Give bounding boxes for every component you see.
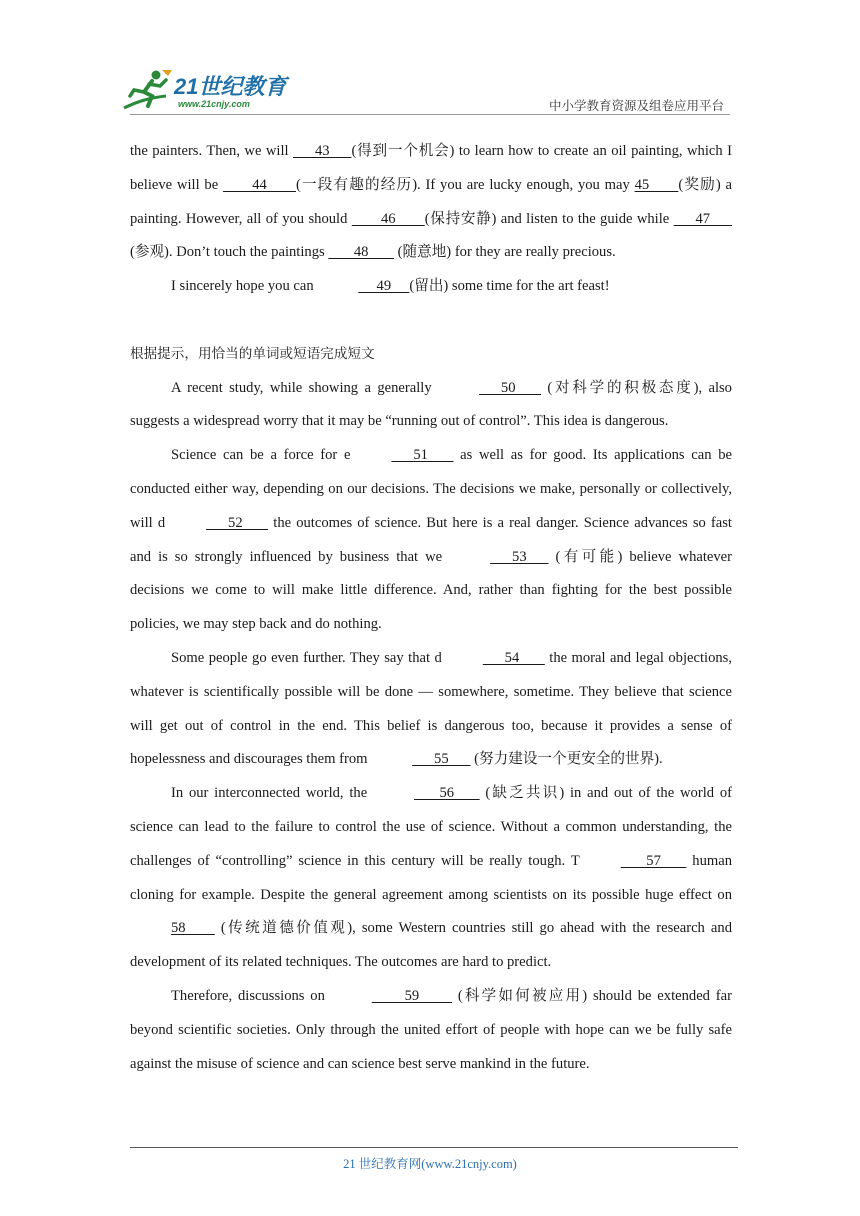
passage2-paragraph-4 — [130, 777, 732, 980]
blank-59[interactable]: 59 — [371, 987, 452, 1004]
passage2-paragraph-2 — [130, 439, 732, 642]
blank-58[interactable]: 58 — [171, 920, 215, 937]
passage2-paragraph-5 — [130, 980, 732, 1081]
blank-45[interactable]: 45 — [634, 176, 679, 193]
text-run: the moral and legal objections, whatever is scientifically possible will be done — somewhere, sometime. They believe that science will get out of control in the end. This belief is dangerous too, because it provides a sense of hopelessness and discourages them from — [130, 649, 732, 768]
blank-44[interactable]: 44 — [223, 176, 296, 193]
passage2-paragraph-3 — [130, 642, 732, 777]
text-run: (随意地) for they are really precious. — [394, 244, 616, 261]
header-divider — [130, 114, 730, 115]
text-run: (一段有趣的经历). If you are lucky enough, you may — [295, 176, 635, 193]
text-run: (保持安静) and listen to the guide while — [424, 210, 674, 227]
text-run: (传统道德价值观), some Western countries still go ahead with the research and development of its related techniques. The outcomes are hard to predict. — [130, 920, 732, 971]
blank-48[interactable]: 48 — [328, 244, 395, 261]
blank-49[interactable]: 49 — [358, 278, 410, 295]
text-run: (参观). Don’t touch the paintings — [130, 244, 329, 261]
site-logo[interactable] — [122, 66, 292, 116]
text-run: the outcomes of science. But here is a real danger. Science advances so fast and is so strongly influenced by business that we — [130, 514, 732, 565]
blank-43[interactable]: 43 — [293, 143, 352, 159]
text-run: Some people go even further. They say that d — [171, 649, 442, 666]
footer-link[interactable]: 21 世纪教育网(www.21cnjy.com) — [343, 1157, 517, 1171]
spacer — [130, 304, 732, 338]
page-header — [0, 0, 860, 130]
text-run: (有可能) believe whatever decisions we come to will make little difference. And, rather than fighting for the best possible policies, we may step back and do nothing. — [130, 548, 733, 633]
text-run: (奖励) a painting. However, all of you should — [130, 176, 732, 227]
page-footer — [0, 1154, 860, 1172]
blank-54[interactable]: 54 — [482, 649, 545, 666]
runner-logo-icon — [122, 68, 178, 114]
blank-53[interactable]: 53 — [490, 548, 549, 565]
blank-56[interactable]: 56 — [413, 785, 480, 802]
blank-57[interactable]: 57 — [620, 852, 687, 869]
blank-52[interactable]: 52 — [206, 514, 269, 531]
text-run: (科学如何被应用) should be extended far beyond scientific societies. Only through the united effort of people with hope can we be fully safe against the misuse of science and can science best serve mankind in the future. — [130, 987, 732, 1072]
text-run: (对科学的积极态度), also suggests a widespread worry that it may be “running out of control”. This idea is dangerous. — [130, 379, 732, 430]
blank-55[interactable]: 55 — [412, 751, 471, 768]
logo-text: 21世纪教育 — [174, 74, 287, 99]
blank-51[interactable]: 51 — [391, 447, 454, 464]
logo-url: www.21cnjy.com — [178, 99, 250, 109]
text-run: A recent study, while showing a generally — [171, 379, 438, 396]
section-title — [130, 338, 732, 372]
blank-50[interactable]: 50 — [479, 379, 542, 396]
site-tagline: 中小学教育资源及组卷应用平台 — [548, 98, 724, 113]
document-body — [130, 135, 732, 1081]
text-run: (努力建设一个更安全的世界). — [470, 751, 663, 768]
text-run: (缺乏共识) in and out of the world of science can lead to the failure to control the use of science. Without a common understanding, the challenges of “controlling” science in this century will be really tough. T — [130, 785, 732, 869]
passage1-paragraph-1 — [130, 135, 732, 270]
blank-47[interactable]: 47 — [673, 210, 732, 227]
text-run: human cloning for example. Despite the general agreement among scientists on its possible huge effect on — [130, 852, 732, 903]
passage2-paragraph-1 — [130, 372, 732, 440]
text-run: the painters. Then, we will — [130, 143, 294, 159]
text-run: I sincerely hope you can — [171, 278, 318, 295]
section-title-text: 根据提示，用恰当的单词或短语完成短文 — [130, 345, 375, 362]
footer-divider — [130, 1147, 738, 1148]
passage1-paragraph-2 — [130, 270, 732, 304]
text-run: (留出) some time for the art feast! — [409, 278, 610, 295]
text-run: Therefore, discussions on — [171, 987, 331, 1004]
text-run: as well as for good. Its applications can be conducted either way, depending on our decisions. The decisions we make, personally or collectively, will d — [130, 447, 732, 531]
text-run: In our interconnected world, the — [171, 785, 373, 802]
text-run: Science can be a force for e — [171, 447, 351, 464]
text-run: (得到一个机会) to learn how to create an oil painting, which I believe will be — [130, 143, 732, 193]
blank-46[interactable]: 46 — [351, 210, 425, 227]
